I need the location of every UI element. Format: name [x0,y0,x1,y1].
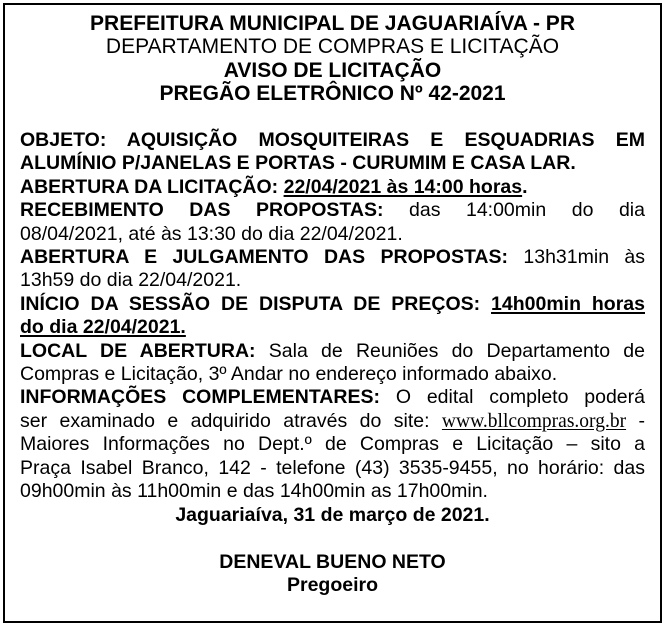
website-link[interactable]: www.bllcompras.org.br [441,410,627,432]
header-line: DEPARTAMENTO DE COMPRAS E LICITAÇÃO [105,35,560,59]
text-run: ABERTURA DA LICITAÇÃO: [20,175,284,198]
text-run: 08/04/2021, até às 13:30 do dia 22/04/2021. [20,222,403,245]
body-line [20,410,645,433]
text-run: INÍCIO DA SESSÃO DE DISPUTA DE PREÇOS: [20,292,492,315]
body-line [20,269,645,292]
notice-body [20,129,645,527]
header-line: PREFEITURA MUNICIPAL DE JAGUARIAÍVA - PR [90,12,575,35]
notice-header [20,12,645,106]
text-run: 09h00min às 11h00min e das 14h00min as 17h00min. [20,480,488,503]
body-line [20,316,645,339]
text-run: 22/04/2021 às 14:00 horas [283,175,523,198]
text-run: 13h59 do dia 22/04/2021. [20,269,242,292]
body-line [20,199,645,222]
body-line [20,457,645,480]
text-run: ser examinado e adquirido através do site: [20,409,442,432]
body-line [20,433,645,456]
body-line [20,129,645,152]
body-line [20,246,645,269]
text-run: LOCAL DE ABERTURA: [20,339,256,362]
text-run: das 14:00min do dia [383,199,645,222]
text-run: Jaguariaíva, 31 de março de 2021. [175,503,490,526]
body-line [20,504,645,527]
header-line: AVISO DE LICITAÇÃO [223,58,442,82]
text-run: Praça Isabel Branco, 142 - telefone (43) 3535-9455, no horário: das [20,456,645,479]
body-line [20,386,645,409]
text-run: INFORMAÇÕES COMPLEMENTARES: [20,386,380,409]
text-run: 14h00min horas [491,292,645,315]
body-line [20,152,645,175]
text-run: 13h31min às [508,246,646,269]
body-line [20,293,645,316]
text-run: Compras e Licitação, 3º Andar no endereço informado abaixo. [20,363,558,386]
text-run: O edital completo poderá [379,386,645,409]
header-line: PREGÃO ELETRÔNICO Nº 42-2021 [159,82,506,106]
text-run: Maiores Informações no Dept.º de Compras e Licitação – sito a [20,433,645,456]
text-run: do dia 22/04/2021. [20,316,186,339]
body-line [20,480,645,503]
text-run: RECEBIMENTO DAS PROPOSTAS: [20,199,384,222]
text-run: Sala de Reuniões do Departamento de [255,339,645,362]
notice-document [3,3,662,623]
signatory-role: Pregoeiro [286,574,379,597]
body-line [20,340,645,363]
signature-block [20,551,645,598]
body-line [20,176,645,199]
body-line [20,223,645,246]
signatory-name: DENEVAL BUENO NETO [219,550,446,573]
text-run: OBJETO: AQUISIÇÃO MOSQUITEIRAS E ESQUADRIAS EM [20,129,645,152]
text-run: . [522,175,528,198]
text-run: ALUMÍNIO P/JANELAS E PORTAS - CURUMIM E CASA LAR. [20,152,576,175]
body-line [20,363,645,386]
text-run: - [626,409,645,432]
text-run: ABERTURA E JULGAMENTO DAS PROPOSTAS: [20,246,509,269]
